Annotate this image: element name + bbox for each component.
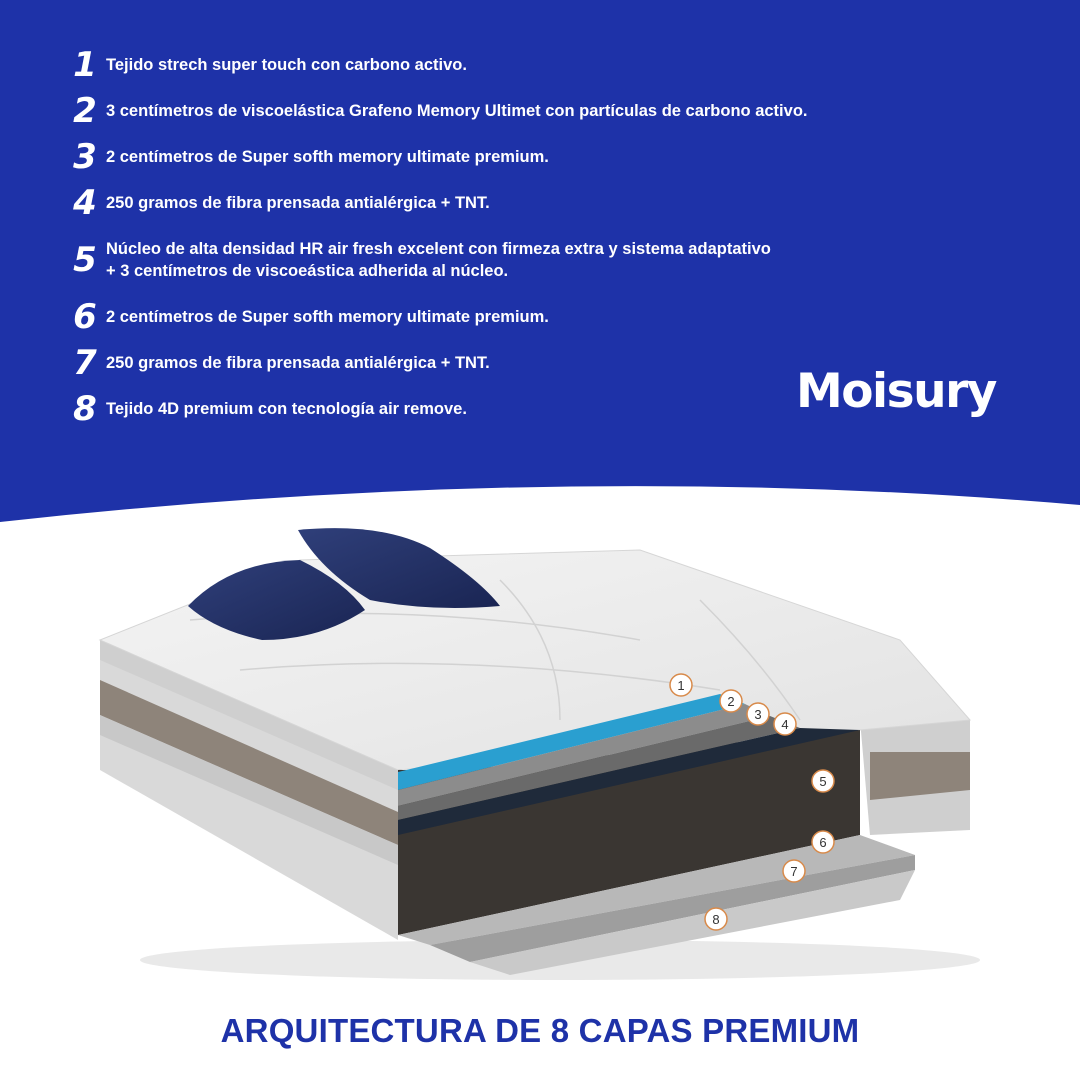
layer-number: 4 (73, 183, 97, 223)
layer-marker-2 (720, 690, 742, 712)
layer-item (64, 137, 924, 177)
layer-marker-label: 6 (819, 835, 827, 850)
layer-number: 2 (73, 91, 97, 131)
layer-description: Tejido 4D premium con tecnología air remove. (106, 400, 467, 418)
layer-description: 250 gramos de fibra prensada antialérgica + TNT. (106, 354, 490, 372)
layer-description: Tejido strech super touch con carbono activo. (106, 56, 467, 74)
layer-number: 7 (73, 343, 97, 383)
layer-description: 250 gramos de fibra prensada antialérgica + TNT. (106, 194, 490, 212)
layer-description: 2 centímetros de Super softh memory ultimate premium. (106, 308, 549, 326)
layer-number: 8 (73, 389, 97, 429)
layer-marker-7 (783, 860, 805, 882)
layer-marker-6 (812, 831, 834, 853)
layer-marker-8 (705, 908, 727, 930)
layer-description-line: + 3 centímetros de viscoeástica adherida al núcleo. (106, 262, 509, 280)
layer-item (64, 343, 924, 383)
layer-item (64, 91, 924, 131)
layer-description: 2 centímetros de Super softh memory ultimate premium. (106, 148, 549, 166)
layer-marker-label: 4 (781, 717, 789, 732)
layer-marker-1 (670, 674, 692, 696)
layer-number: 1 (73, 45, 97, 85)
layer-item (64, 389, 924, 429)
layer-marker-label: 5 (819, 774, 827, 789)
layer-marker-label: 7 (790, 864, 798, 879)
layer-description-line: Núcleo de alta densidad HR air fresh excelent con firmeza extra y sistema adaptativo (106, 240, 771, 258)
layer-number: 6 (73, 297, 97, 337)
layer-description (106, 238, 771, 282)
mattress-illustration (0, 500, 1080, 1000)
layer-marker-4 (774, 713, 796, 735)
layer-item (64, 297, 924, 337)
layer-marker-label: 3 (754, 707, 762, 722)
layer-marker-label: 2 (727, 694, 735, 709)
layer-item (64, 183, 924, 223)
brand-logo: Moisury (796, 364, 996, 419)
layer-marker-3 (747, 703, 769, 725)
layer-marker-5 (812, 770, 834, 792)
layer-item (64, 45, 924, 85)
layer-marker-label: 8 (712, 912, 720, 927)
layer-item (64, 238, 924, 282)
footer-title: ARQUITECTURA DE 8 CAPAS PREMIUM (220, 1012, 860, 1049)
layer-description: 3 centímetros de viscoelástica Grafeno Memory Ultimet con partículas de carbono activo. (106, 102, 808, 120)
layer-number: 5 (73, 240, 97, 280)
layer-number: 3 (73, 137, 97, 177)
layer-marker-label: 1 (677, 678, 685, 693)
